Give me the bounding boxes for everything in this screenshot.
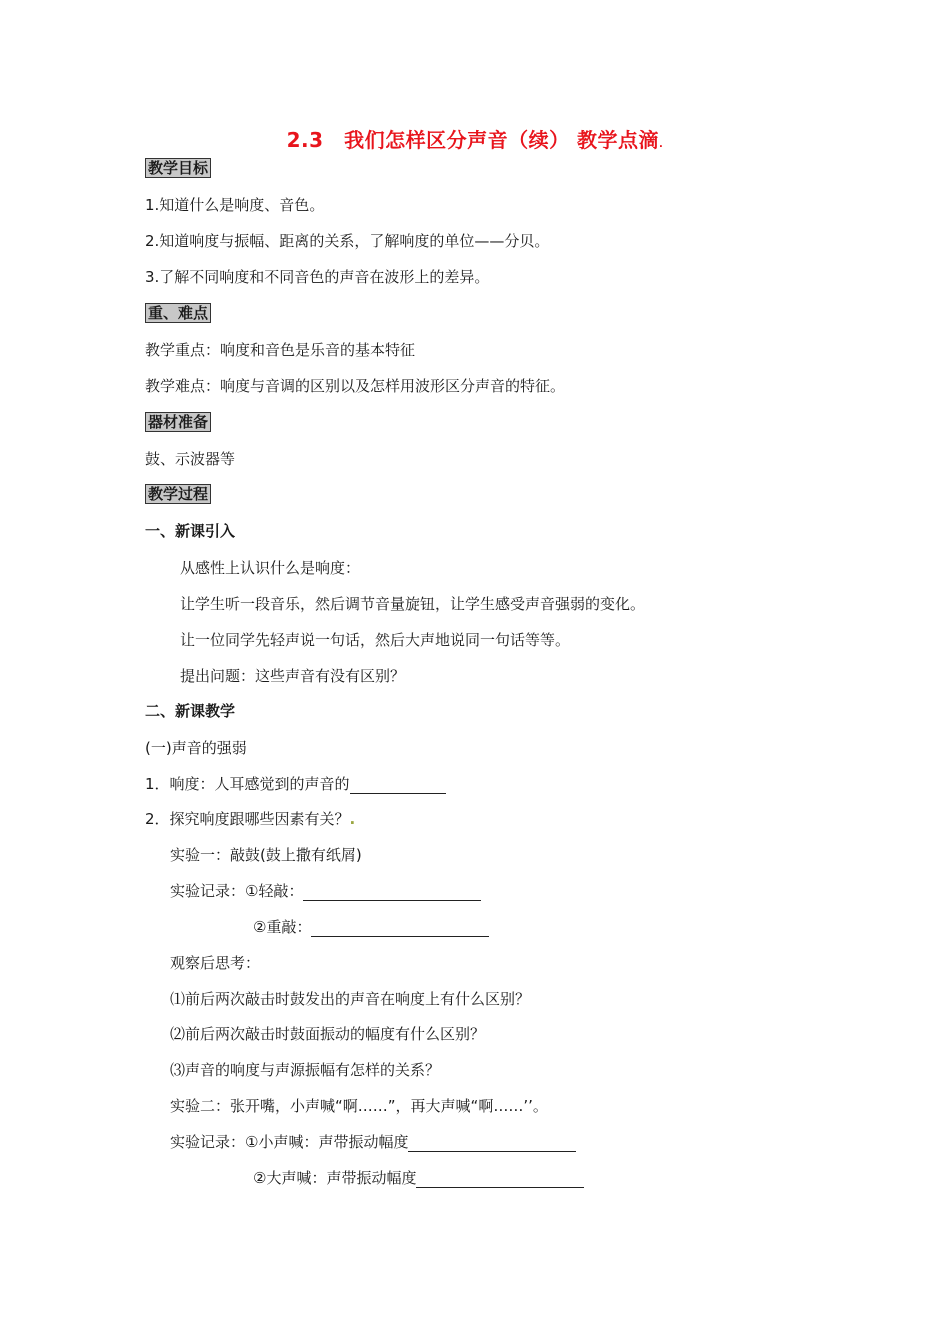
teaching-focus: 教学重点：响度和音色是乐音的基本特征: [145, 341, 416, 359]
answer-blank-light-tap[interactable]: [303, 884, 481, 901]
question-2: ⑵前后两次敲击时鼓面振动的幅度有什么区别？: [170, 1025, 486, 1043]
process-heading-row: [145, 484, 211, 504]
exp1-record-heavy-row: [253, 917, 489, 937]
mark-dot: .: [349, 810, 356, 828]
materials-heading: 器材准备: [145, 412, 211, 432]
experiment-2: 实验二：张开嘴，小声喊“啊……”，再大声喊“啊……’’。: [170, 1097, 548, 1115]
exp1-record-light-row: [170, 881, 481, 901]
key-points-heading: 重、难点: [145, 303, 211, 323]
intro-line-2: 让学生听一段音乐，然后调节音量旋钮，让学生感受声音强弱的变化。: [180, 595, 646, 613]
intro-line-4: 提出问题：这些声音有没有区别？: [180, 667, 406, 685]
goal-item-1: 1.知道什么是响度、音色。: [145, 196, 325, 214]
observe-prompt: 观察后思考：: [170, 954, 261, 972]
intro-line-1: 从感性上认识什么是响度：: [180, 559, 361, 577]
answer-blank-heavy-tap[interactable]: [311, 920, 489, 937]
question-1: ⑴前后两次敲击时鼓发出的声音在响度上有什么区别？: [170, 990, 531, 1008]
goals-heading: 教学目标: [145, 158, 211, 178]
exp2-record-soft-label: 实验记录：①小声喊：声带振动幅度: [170, 1133, 409, 1151]
item-2-text: 2．探究响度跟哪些因素有关？: [145, 810, 350, 828]
question-3: ⑶声音的响度与声源振幅有怎样的关系？: [170, 1061, 441, 1079]
experiment-1: 实验一：敲鼓(鼓上撒有纸屑): [170, 846, 362, 864]
teaching-heading: 二、新课教学: [145, 702, 236, 720]
answer-blank-soft-shout[interactable]: [408, 1135, 576, 1152]
subsection-1: (一)声音的强弱: [145, 739, 247, 757]
materials-text: 鼓、示波器等: [145, 450, 236, 468]
exp2-record-soft-row: [170, 1132, 576, 1152]
exp2-record-loud-row: [253, 1168, 584, 1188]
title-text: 2.3 我们怎样区分声音（续） 教学点滴: [286, 128, 660, 152]
title-dot: .: [659, 139, 664, 150]
goal-item-3: 3.了解不同响度和不同音色的声音在波形上的差异。: [145, 268, 490, 286]
document-title: [0, 124, 950, 153]
exp1-record-heavy-label: ②重敲：: [253, 918, 312, 936]
goals-heading-row: [145, 158, 211, 178]
key-points-heading-row: [145, 303, 211, 323]
answer-blank-loud-shout[interactable]: [416, 1171, 584, 1188]
exp1-record-light-label: 实验记录：①轻敲：: [170, 882, 304, 900]
item-1-text: 1．响度：人耳感觉到的声音的: [145, 775, 350, 793]
teaching-difficulty: 教学难点：响度与音调的区别以及怎样用波形区分声音的特征。: [145, 377, 566, 395]
exp2-record-loud-label: ②大声喊：声带振动幅度: [253, 1169, 417, 1187]
answer-blank-loudness[interactable]: [350, 777, 446, 794]
materials-heading-row: [145, 412, 211, 432]
intro-heading: 一、新课引入: [145, 522, 236, 540]
goal-item-2: 2.知道响度与振幅、距离的关系，了解响度的单位——分贝。: [145, 232, 550, 250]
intro-line-3: 让一位同学先轻声说一句话，然后大声地说同一句话等等。: [180, 631, 571, 649]
item-1-row: [145, 774, 446, 794]
process-heading: 教学过程: [145, 484, 211, 504]
item-2-row: [145, 809, 355, 829]
